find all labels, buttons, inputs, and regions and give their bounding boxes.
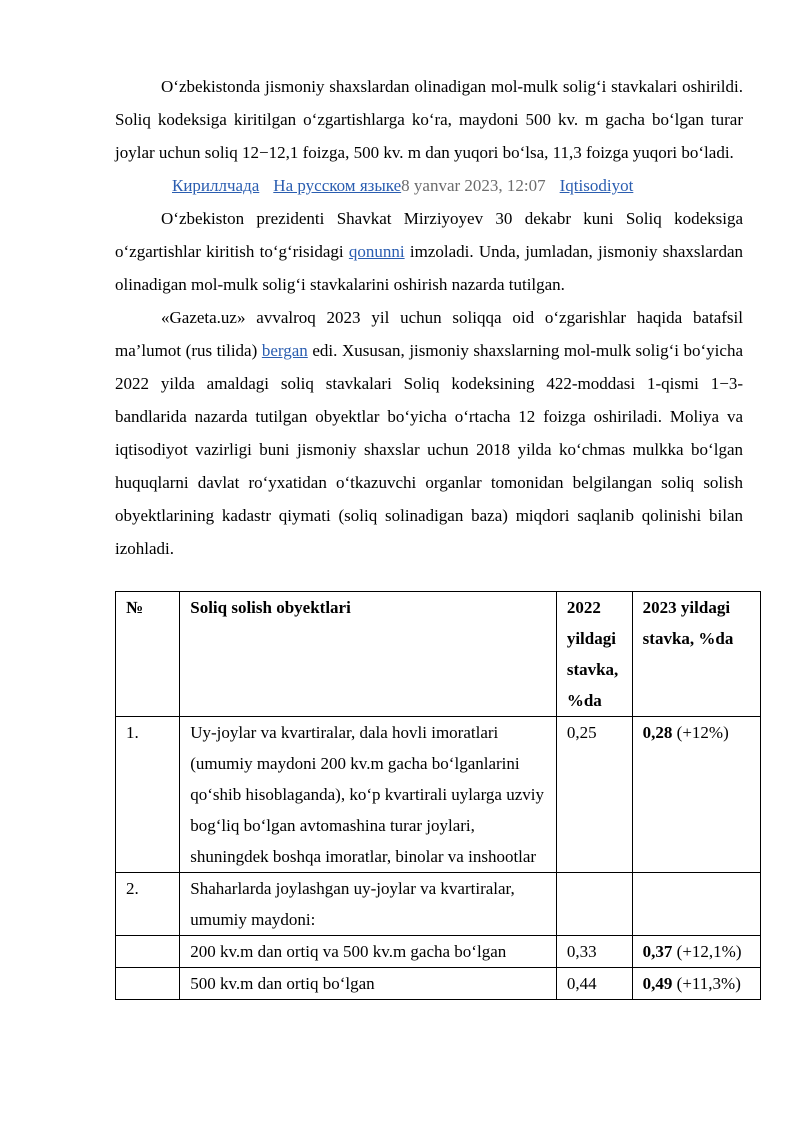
row-rate-2022: 0,44 bbox=[556, 968, 632, 1000]
paragraph-details bbox=[115, 301, 743, 565]
rate-2023-value: 0,28 bbox=[642, 723, 673, 742]
row-object: 200 kv.m dan ortiq va 500 kv.m gacha bo‘lgan bbox=[180, 936, 557, 968]
rate-2023-change: (+12%) bbox=[676, 723, 729, 742]
cyrillic-link[interactable]: Кириллчада bbox=[172, 176, 260, 195]
article-body bbox=[115, 70, 743, 565]
paragraph-law bbox=[115, 202, 743, 301]
row-number: 1. bbox=[116, 717, 180, 873]
paragraph-law-text-start: O‘zbekiston prezidenti Shavkat Mirziyoyev 30 dekabr kuni Soliq kodeksiga o‘zgartishlar kiritish to‘g‘risidagi bbox=[115, 209, 743, 261]
rate-2023-value: 0,37 bbox=[642, 942, 673, 961]
header-number: № bbox=[116, 592, 180, 717]
paragraph-details-text-end: edi. Xususan, jismoniy shaxslarning mol-mulk solig‘i bo‘yicha 2022 yilda amaldagi soliq stavkalari Soliq kodeksining 422-moddasi 1-qismi 1−3-bandlarida nazarda tutilgan obyektlar bo‘yicha o‘rtacha 12 foizga oshiriladi. Moliya va iqtisodiyot vazirligi buni jismoniy shaxslar uchun 2018 yilda ko‘chmas mulkka bo‘lgan huquqlarni davlat ro‘yxatidan o‘tkazuvchi organlar tomonidan belgilangan soliq solish obyektlarining kadastr qiymati (soliq solinadigan baza) miqdori saqlanib qolinishi bilan izohladi. bbox=[115, 341, 743, 558]
table-row bbox=[116, 936, 761, 968]
rate-2023-value: 0,49 bbox=[642, 974, 673, 993]
source-link[interactable]: bergan bbox=[261, 341, 308, 360]
paragraph-law-text-end: imzoladi. Unda, jumladan, jismoniy shaxslardan olinadigan mol-mulk solig‘i stavkalarini oshirish nazarda tutilgan. bbox=[115, 242, 743, 294]
law-link[interactable]: qonunni bbox=[348, 242, 405, 261]
header-objects: Soliq solish obyektlari bbox=[180, 592, 557, 717]
header-rate-2023: 2023 yildagi stavka, %da bbox=[632, 592, 760, 717]
table-header-row bbox=[116, 592, 761, 717]
header-rate-2022: 2022 yildagi stavka, %da bbox=[556, 592, 632, 717]
rate-2023-change: (+11,3%) bbox=[676, 974, 741, 993]
table-row bbox=[116, 873, 761, 936]
row-rate-2022: 0,33 bbox=[556, 936, 632, 968]
row-number bbox=[116, 968, 180, 1000]
row-number bbox=[116, 936, 180, 968]
row-object: 500 kv.m dan ortiq bo‘lgan bbox=[180, 968, 557, 1000]
paragraph-details-text-start: «Gazeta.uz» avvalroq 2023 yil uchun soliqqa oid o‘zgarishlar haqida batafsil ma’lumot (rus tilida) bbox=[115, 308, 743, 360]
row-rate-2022: 0,25 bbox=[556, 717, 632, 873]
rate-2023-change: (+12,1%) bbox=[676, 942, 742, 961]
table-row bbox=[116, 717, 761, 873]
russian-link[interactable]: На русском языке bbox=[273, 176, 402, 195]
article-meta bbox=[115, 169, 743, 202]
row-rate-2022 bbox=[556, 873, 632, 936]
row-rate-2023 bbox=[632, 936, 760, 968]
table-row bbox=[116, 968, 761, 1000]
publish-date: 8 yanvar 2023, 12:07 bbox=[401, 176, 546, 195]
row-rate-2023 bbox=[632, 968, 760, 1000]
row-rate-2023 bbox=[632, 873, 760, 936]
row-rate-2023 bbox=[632, 717, 760, 873]
row-object: Uy-joylar va kvartiralar, dala hovli imoratlari (umumiy maydoni 200 kv.m gacha bo‘lganlarini qo‘shib hisoblaganda), ko‘p kvartirali uylarga uzviy bog‘liq bo‘lgan avtomashina turar joylari, shuningdek boshqa imoratlar, binolar va inshootlar bbox=[180, 717, 557, 873]
row-number: 2. bbox=[116, 873, 180, 936]
row-object: Shaharlarda joylashgan uy-joylar va kvartiralar, umumiy maydoni: bbox=[180, 873, 557, 936]
paragraph-intro: O‘zbekistonda jismoniy shaxslardan olinadigan mol-mulk solig‘i stavkalari oshirildi. Soliq kodeksiga kiritilgan o‘zgartishlarga ko‘ra, maydoni 500 kv. m gacha bo‘lgan turar joylar uchun soliq 12−12,1 foizga, 500 kv. m dan yuqori bo‘lsa, 11,3 foizga yuqori bo‘ladi. bbox=[115, 77, 743, 162]
category-link[interactable]: Iqtisodiyot bbox=[559, 176, 634, 195]
tax-rate-table bbox=[115, 591, 761, 1000]
